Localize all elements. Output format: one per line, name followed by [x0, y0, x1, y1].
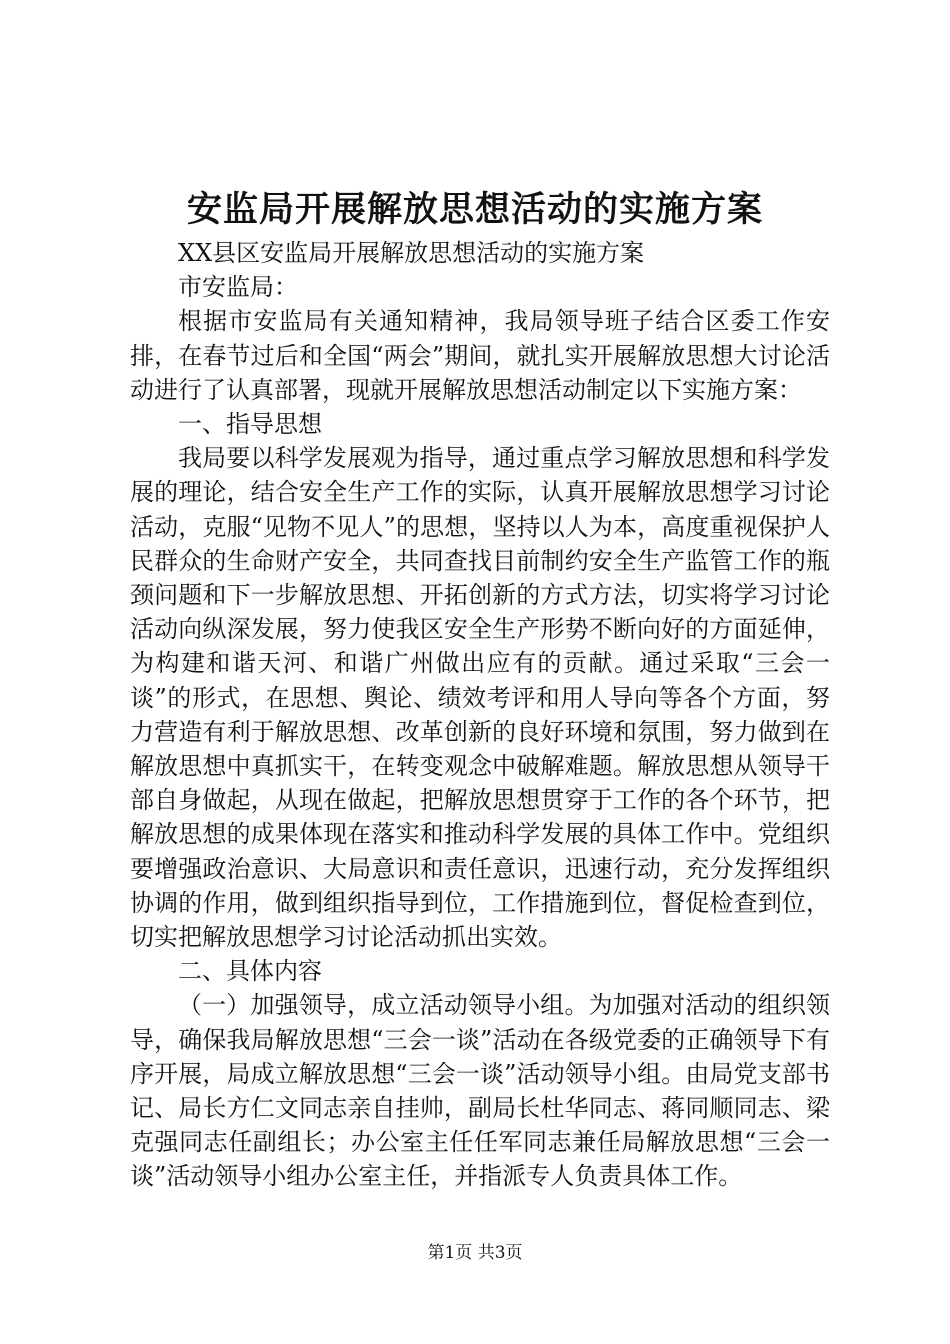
leadership-group-paragraph: （一）加强领导，成立活动领导小组。为加强对活动的组织领导，确保我局解放思想“三会一谈”活动在各级党委的正确领导下有序开展，局成立解放思想“三会一谈”活动领导小组。由局党支部书记、局长方仁文同志亲自挂帅，副局长杜华同志、蒋同顺同志、梁克强同志任副组长；办公室主任任军同志兼任局解放思想“三会一谈”活动领导小组办公室主任，并指派专人负责具体工作。	[130, 991, 830, 1191]
guiding-thought-paragraph: 我局要以科学发展观为指导，通过重点学习解放思想和科学发展的理论，结合安全生产工作的实际，认真开展解放思想学习讨论活动，克服“见物不见人”的思想，坚持以人为本，高度重视保护人民群众的生命财产安全，共同查找目前制约安全生产监管工作的瓶颈问题和下一步解放思想、开拓创新的方式方法，切实将学习讨论活动向纵深发展，努力使我区安全生产形势不断向好的方面延伸，为构建和谐天河、和谐广州做出应有的贡献。通过采取“三会一谈”的形式，在思想、舆论、绩效考评和用人导向等各个方面，努力营造有利于解放思想、改革创新的良好环境和氛围，努力做到在解放思想中真抓实干，在转变观念中破解难题。解放思想从领导干部自身做起，从现在做起，把解放思想贯穿于工作的各个环节，把解放思想的成果体现在落实和推动科学发展的具体工作中。党组织要增强政治意识、大局意识和责任意识，迅速行动，充分发挥组织协调的作用，做到组织指导到位，工作措施到位，督促检查到位，切实把解放思想学习讨论活动抓出实效。	[130, 444, 830, 952]
salutation: 市安监局：	[178, 273, 298, 302]
document-subtitle: XX县区安监局开展解放思想活动的实施方案	[178, 239, 645, 267]
document-title: 安监局开展解放思想活动的实施方案	[186, 189, 763, 230]
page-number: 第1页 共3页	[427, 1243, 523, 1263]
section-heading-guiding-thought: 一、指导思想	[178, 410, 322, 439]
document-body	[130, 236, 830, 1194]
intro-paragraph: 根据市安监局有关通知精神，我局领导班子结合区委工作安排，在春节过后和全国“两会”期间，就扎实开展解放思想大讨论活动进行了认真部署，现就开展解放思想活动制定以下实施方案：	[130, 307, 830, 404]
section-heading-specific-content: 二、具体内容	[178, 957, 322, 986]
